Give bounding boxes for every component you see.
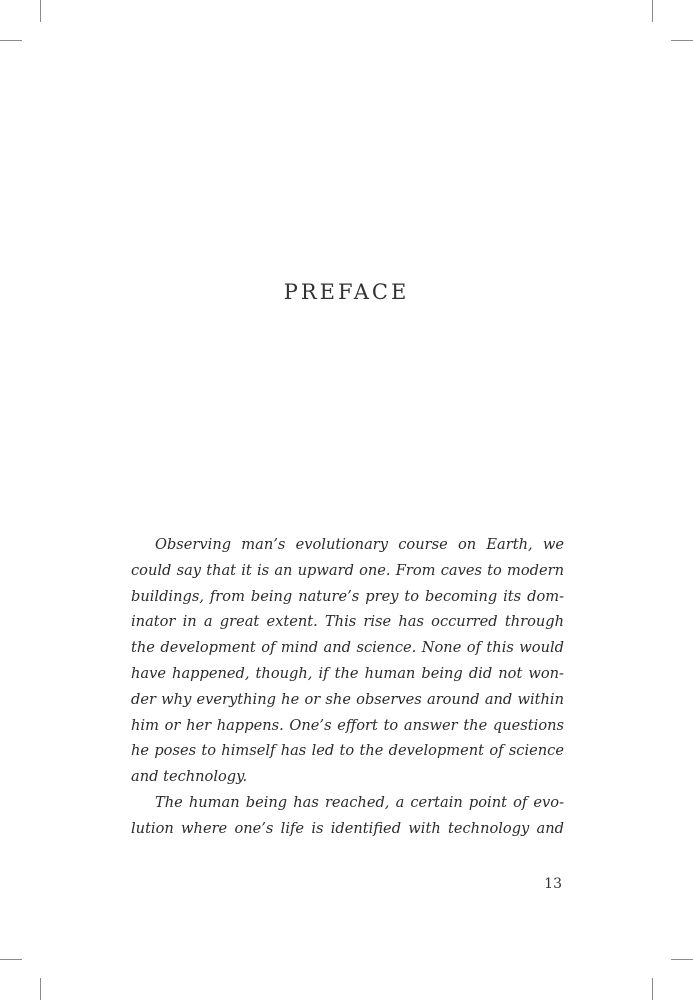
crop-mark-top-left [40,0,41,22]
crop-mark-top-left-h [0,40,22,41]
text-line: inator in a great extent. This rise has occurred through [131,613,564,631]
text-line: der why everything he or she observes around and within [131,690,564,708]
text-line: The human being has reached, a certain point of evo- [155,793,564,811]
text-line: buildings, from being nature’s prey to becoming its dom- [131,587,564,605]
crop-mark-top-right [652,0,653,22]
crop-mark-bottom-left [40,978,41,1000]
text-line: and technology. [131,768,248,786]
text-line: he poses to himself has led to the development of science [131,742,564,760]
text-line: him or her happens. One’s effort to answer the questions [131,716,564,734]
crop-mark-bottom-right [652,978,653,1000]
text-line: lution where one’s life is identified with technology and [131,819,564,837]
crop-mark-bottom-right-h [671,959,693,960]
text-line: Observing man’s evolutionary course on Earth, we [155,536,564,553]
text-line: the development of mind and science. None of this would [131,639,564,657]
chapter-heading: PREFACE [283,280,410,304]
body-text [131,532,564,842]
page-number: 13 [544,876,562,892]
crop-mark-top-right-h [671,40,693,41]
crop-mark-bottom-left-h [0,959,22,960]
text-line: could say that it is an upward one. From caves to modern [131,561,564,579]
text-line: have happened, though, if the human being did not won- [131,664,564,682]
